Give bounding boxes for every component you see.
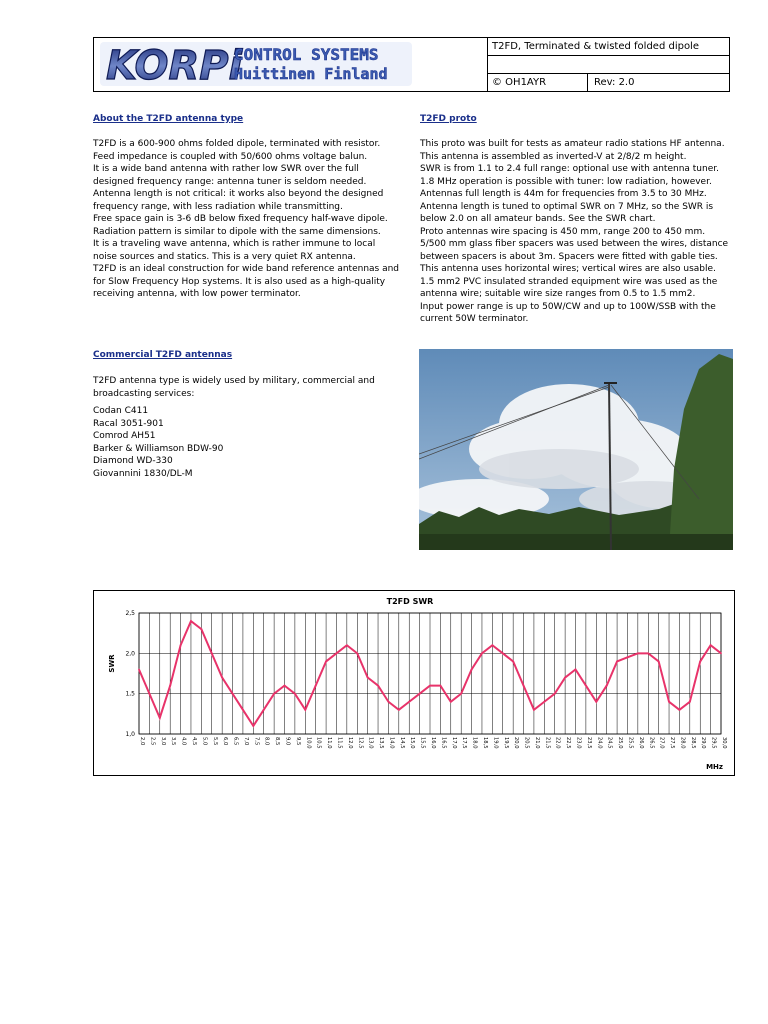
company-logo — [94, 38, 488, 91]
swr-data-point — [512, 661, 514, 663]
swr-data-point — [554, 693, 556, 695]
swr-data-point — [439, 685, 441, 687]
chart-title: T2FD SWR — [386, 597, 434, 606]
x-tick-label: 9,0 — [284, 737, 291, 746]
swr-data-point — [294, 693, 296, 695]
x-tick-label: 30,0 — [721, 737, 727, 749]
swr-data-point — [200, 628, 202, 630]
swr-data-point — [543, 701, 545, 703]
swr-data-point — [679, 709, 681, 711]
swr-data-point — [606, 685, 608, 687]
commercial-intro: T2FD antenna type is widely used by military, commercial and broadcasting services: — [93, 376, 375, 399]
swr-data-point — [491, 644, 493, 646]
x-tick-label: 13,0 — [367, 737, 374, 749]
x-tick-label: 28,5 — [689, 737, 696, 749]
x-tick-label: 29,0 — [700, 737, 707, 749]
x-tick-label: 20,5 — [523, 737, 530, 749]
x-tick-label: 17,5 — [461, 737, 468, 749]
x-tick-label: 8,0 — [263, 737, 270, 746]
x-tick-label: 13,5 — [378, 737, 385, 749]
x-tick-label: 5,5 — [211, 737, 218, 746]
x-tick-label: 8,5 — [274, 737, 281, 746]
header-blank-row — [488, 56, 729, 74]
x-tick-label: 4,0 — [180, 737, 187, 746]
x-tick-label: 16,5 — [440, 737, 447, 749]
x-tick-label: 12,0 — [346, 737, 353, 749]
proto-heading: T2FD proto — [420, 114, 477, 124]
x-tick-label: 7,5 — [253, 737, 260, 746]
swr-data-point — [658, 661, 660, 663]
x-tick-label: 10,0 — [305, 737, 312, 749]
x-tick-label: 15,5 — [419, 737, 426, 749]
document-header — [93, 37, 730, 92]
swr-data-point — [159, 717, 161, 719]
swr-data-point — [346, 644, 348, 646]
y-tick-label: 2,0 — [125, 650, 135, 658]
swr-data-point — [190, 620, 192, 622]
x-tick-label: 29,5 — [710, 737, 717, 749]
x-tick-label: 24,0 — [596, 737, 603, 749]
x-tick-label: 14,0 — [388, 737, 395, 749]
swr-data-point — [315, 685, 317, 687]
swr-data-point — [367, 677, 369, 679]
x-tick-label: 12,5 — [357, 737, 364, 749]
swr-data-point — [273, 693, 275, 695]
x-tick-label: 2,5 — [149, 737, 156, 746]
logo-line1-text: CONTROL SYSTEMS — [234, 45, 379, 64]
swr-data-point — [616, 661, 618, 663]
swr-data-point — [419, 693, 421, 695]
swr-data-point — [148, 693, 150, 695]
swr-data-point — [169, 685, 171, 687]
proto-body: This proto was built for tests as amateur radio stations HF antenna. This antenna is assembled as inverted-V at 2/8/2 m height. SWR is from 1.1 to 2.4 full range: optional use with antenna tuner. 1.8 MHz operation is possible with tuner: low radiation, however. Antennas full length is 44m for frequencies from 3.5 to 30 MHz. Antenna length is tuned to optimal SWR on 7 MHz, so the SWR is below 2.0 on all amateur bands. See the SWR chart. Proto antennas wire spacing is 450 mm, range 200 to 450 mm. 5/500 mm glass fiber spacers was used between the wires, distance between spacers is about 3m. Spacers were fitted with gable ties. This antenna uses horizontal wires; vertical wires are also usable. 1.5 mm2 PVC insulated stranded equipment wire was used as the antenna wire; suitable wire size ranges from 0.5 to 1.5 mm2. Input power range is up to 50W/CW and up to 100W/SSB with the current 50W terminator. — [420, 139, 729, 324]
x-tick-label: 11,0 — [326, 737, 333, 749]
x-tick-label: 19,5 — [502, 737, 509, 749]
revision-text: Rev: 2.0 — [594, 77, 635, 88]
swr-data-point — [668, 701, 670, 703]
x-tick-label: 19,0 — [492, 737, 499, 749]
swr-data-point — [720, 652, 722, 654]
x-tick-label: 21,0 — [533, 737, 540, 749]
swr-data-point — [595, 701, 597, 703]
swr-data-point — [304, 709, 306, 711]
swr-data-point — [502, 652, 504, 654]
logo-line2-text: Huittinen Finland — [234, 65, 388, 83]
x-tick-label: 3,0 — [159, 737, 166, 746]
about-heading: About the T2FD antenna type — [93, 114, 244, 124]
swr-data-point — [564, 677, 566, 679]
logo-main-text: KORPi — [106, 43, 243, 89]
swr-data-point — [637, 652, 639, 654]
swr-data-point — [575, 669, 577, 671]
swr-data-point — [647, 652, 649, 654]
swr-data-point — [356, 652, 358, 654]
about-body: T2FD is a 600-900 ohms folded dipole, terminated with resistor. Feed impedance is coupled with 50/600 ohms voltage balun. It is a wide band antenna with rather low SWR over the full designed frequency range: antenna tuner is seldom needed. Antenna length is not critical: it works also beyond the designed frequency range, with less radiation while transmitting. Free space gain is 3-6 dB below fixed frequency half-wave dipole. Radiation pattern is similar to dipole with the same dimensions. It is a traveling wave antenna, which is rather immune to local noise sources and statics. This is a very quiet RX antenna. T2FD is an ideal construction for wide band reference antennas and for Slow Frequency Hop systems. It is also used as a high-quality receiving antenna, with low power terminator. — [93, 139, 400, 299]
x-tick-label: 14,5 — [398, 737, 405, 749]
x-tick-label: 3,5 — [170, 737, 177, 746]
swr-data-point — [263, 709, 265, 711]
swr-data-point — [533, 709, 535, 711]
swr-data-point — [450, 701, 452, 703]
swr-data-point — [336, 652, 338, 654]
header-info — [488, 38, 729, 91]
x-tick-label: 27,5 — [669, 737, 676, 749]
commercial-list: Codan C411 Racal 3051-901 Comrod AH51 Barker & Williamson BDW-90 Diamond WD-330 Giovannini 1830/DL-M — [93, 406, 224, 479]
x-tick-label: 5,0 — [201, 737, 208, 746]
x-tick-label: 25,0 — [617, 737, 624, 749]
swr-data-point — [408, 701, 410, 703]
commercial-heading: Commercial T2FD antennas — [93, 350, 233, 360]
x-tick-label: 26,5 — [648, 737, 655, 749]
x-tick-label: 24,5 — [606, 737, 613, 749]
x-tick-label: 25,5 — [627, 737, 634, 749]
x-tick-label: 6,0 — [222, 737, 229, 746]
x-tick-label: 17,0 — [450, 737, 457, 749]
swr-data-point — [689, 701, 691, 703]
swr-data-point — [481, 652, 483, 654]
y-axis-label: SWR — [108, 654, 116, 673]
x-axis-label: MHz — [706, 763, 723, 771]
swr-data-point — [699, 661, 701, 663]
swr-data-point — [471, 669, 473, 671]
header-meta-row — [488, 74, 729, 91]
swr-data-point — [710, 644, 712, 646]
x-tick-label: 2,0 — [139, 737, 145, 746]
x-tick-label: 4,5 — [190, 737, 197, 746]
x-tick-label: 27,0 — [658, 737, 665, 749]
x-tick-label: 28,0 — [679, 737, 686, 749]
x-tick-label: 7,0 — [242, 737, 249, 746]
x-tick-label: 22,5 — [565, 737, 572, 749]
swr-data-point — [284, 685, 286, 687]
swr-data-point — [232, 693, 234, 695]
y-tick-label: 2,5 — [125, 610, 135, 617]
x-tick-label: 11,5 — [336, 737, 343, 749]
swr-data-point — [325, 661, 327, 663]
swr-data-point — [585, 685, 587, 687]
swr-data-point — [388, 701, 390, 703]
swr-data-point — [221, 677, 223, 679]
x-tick-label: 21,5 — [544, 737, 551, 749]
x-tick-label: 26,0 — [637, 737, 644, 749]
y-tick-label: 1,0 — [125, 731, 135, 738]
x-tick-label: 22,0 — [554, 737, 561, 749]
swr-data-point — [429, 685, 431, 687]
copyright-text: © OH1AYR — [488, 74, 588, 91]
x-tick-label: 18,0 — [471, 737, 478, 749]
swr-data-point — [242, 709, 244, 711]
antenna-photo — [419, 349, 733, 550]
swr-data-point — [211, 652, 213, 654]
x-tick-label: 16,0 — [430, 737, 436, 749]
x-tick-label: 10,5 — [315, 737, 322, 749]
swr-data-point — [523, 685, 525, 687]
x-tick-label: 20,0 — [513, 737, 520, 749]
y-tick-label: 1,5 — [125, 690, 135, 698]
swr-chart — [93, 590, 735, 776]
swr-data-point — [460, 693, 462, 695]
swr-data-point — [377, 685, 379, 687]
x-tick-label: 6,5 — [232, 737, 239, 746]
x-tick-label: 15,0 — [409, 737, 416, 749]
swr-data-point — [180, 644, 182, 646]
x-tick-label: 18,5 — [481, 737, 488, 749]
swr-data-point — [627, 656, 629, 658]
swr-data-point — [138, 669, 140, 671]
swr-data-point — [398, 709, 400, 711]
document-title: T2FD, Terminated & twisted folded dipole — [488, 38, 729, 56]
x-tick-label: 23,0 — [575, 737, 582, 749]
x-tick-label: 9,5 — [294, 737, 301, 746]
x-tick-label: 23,5 — [585, 737, 592, 749]
swr-data-point — [252, 725, 254, 727]
